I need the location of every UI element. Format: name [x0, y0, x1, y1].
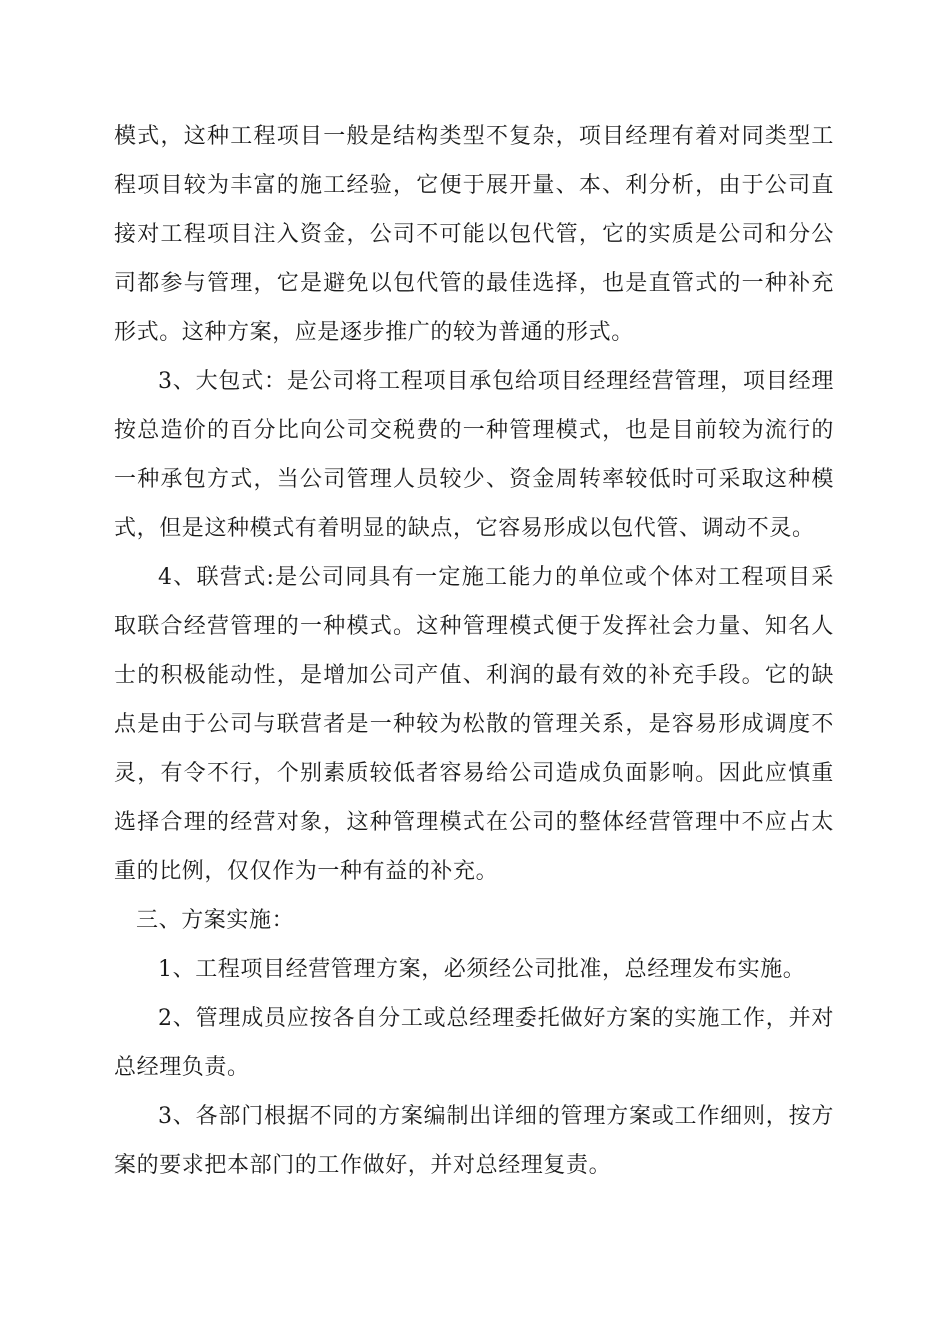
paragraph-mode-continuation: 模式，这种工程项目一般是结构类型不复杂，项目经理有着对同类型工程项目较为丰富的施工经验，它便于展开量、本、利分析，由于公司直接对工程项目注入资金，公司不可能以包代管，它的实质是公司和分公司都参与管理，它是避免以包代管的最佳选择，也是直管式的一种补充形式。这种方案，应是逐步推广的较为普通的形式。 — [114, 124, 834, 345]
paragraph-item-4-joint-operation: 4、联营式:是公司同具有一定施工能力的单位或个体对工程项目采取联合经营管理的一种模式。这种管理模式便于发挥社会力量、知名人士的积极能动性，是增加公司产值、利润的最有效的补充手段。它的缺点是由于公司与联营者是一种较为松散的管理关系，是容易形成调度不灵，有令不行，个别素质较低者容易给公司造成负面影响。因此应慎重选择合理的经营对象，这种管理模式在公司的整体经营管理中不应占太重的比例，仅仅作为一种有益的补充。 — [114, 565, 834, 884]
paragraph-item-3-big-contract: 3、大包式：是公司将工程项目承包给项目经理经营管理，项目经理按总造价的百分比向公司交税费的一种管理模式，也是目前较为流行的一种承包方式，当公司管理人员较少、资金周转率较低时可采取这种模式，但是这种模式有着明显的缺点，它容易形成以包代管、调动不灵。 — [114, 369, 834, 541]
paragraph-implementation-2: 2、管理成员应按各自分工或总经理委托做好方案的实施工作，并对总经理负责。 — [114, 1006, 834, 1080]
paragraph-implementation-3: 3、各部门根据不同的方案编制出详细的管理方案或工作细则，按方案的要求把本部门的工作做好，并对总经理复责。 — [114, 1104, 834, 1178]
paragraph-implementation-1: 1、工程项目经营管理方案，必须经公司批准，总经理发布实施。 — [158, 957, 806, 982]
document-body — [114, 112, 834, 1190]
section-heading-implementation: 三、方案实施： — [136, 908, 295, 933]
